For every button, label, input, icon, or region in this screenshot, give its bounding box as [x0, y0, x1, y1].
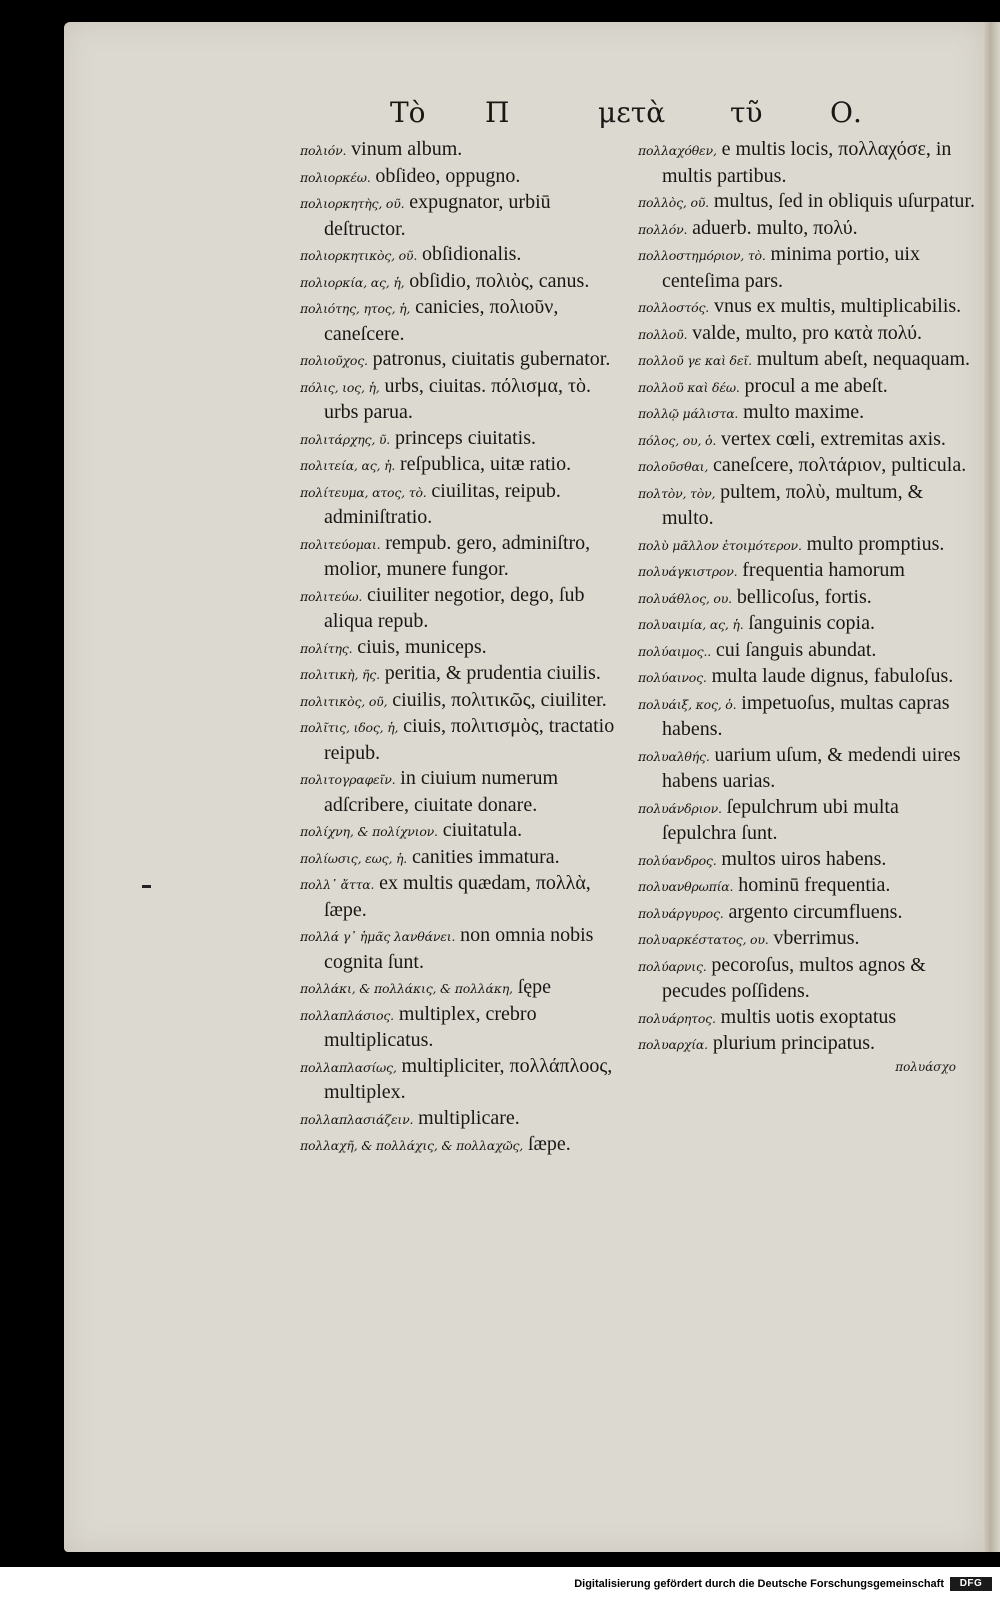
latin-gloss: plurium principatus. — [712, 1032, 876, 1054]
latin-gloss: peritia, & prudentia ciuilis. — [384, 662, 601, 684]
latin-gloss: ex multis quædam, πολλὰ, ſæpe. — [324, 872, 591, 921]
latin-gloss: multis uotis exoptatus — [720, 1005, 897, 1028]
dictionary-entry — [300, 269, 630, 296]
dictionary-entry — [638, 926, 978, 953]
latin-gloss: ſanguinis copia. — [748, 612, 875, 634]
dictionary-entry — [638, 347, 978, 374]
latin-gloss: uarium uſum, & medendi uires habens uarias. — [662, 743, 961, 792]
greek-headword: πολυαρχία. — [638, 1037, 708, 1052]
dictionary-entry — [300, 688, 630, 715]
greek-headword: πολυαρκέστατος, ου. — [638, 932, 769, 947]
dictionary-entry — [300, 635, 630, 662]
greek-headword: πολλ᾽ ἄττα. — [300, 877, 375, 892]
dictionary-entry — [300, 871, 630, 923]
latin-gloss: multus, ſed in obliquis uſurpatur. — [713, 190, 975, 212]
catchword: πολυάσχο — [895, 1059, 956, 1074]
greek-headword: πολιορκέω. — [300, 169, 371, 185]
greek-headword: πολτὸν, τὸν, — [638, 485, 716, 501]
latin-gloss: cui ſanguis abundat. — [715, 638, 877, 661]
dictionary-entry — [638, 691, 978, 743]
latin-gloss: bellicoſus, fortis. — [736, 585, 872, 608]
margin-mark — [142, 885, 151, 888]
latin-gloss: canities immatura. — [411, 845, 560, 868]
latin-gloss: princeps ciuitatis. — [394, 426, 537, 449]
dictionary-entry — [638, 664, 978, 691]
greek-headword: πολίτης. — [300, 640, 353, 656]
greek-headword: πολλά γ᾽ ἡμᾶς λανθάνει. — [300, 929, 456, 944]
greek-headword: πολλόν. — [638, 221, 688, 237]
greek-headword: πολιοῦχος. — [300, 353, 368, 368]
greek-headword: πολλῷ μάλιστα. — [638, 406, 739, 421]
running-head-word-2: Π — [485, 96, 510, 129]
greek-headword: πολλάκι, & πολλάκις, & πολλάκη, — [300, 981, 513, 996]
greek-headword: πολλοῦ. — [638, 326, 688, 342]
latin-gloss: pultem, πολὺ, multum, & multo. — [662, 480, 924, 529]
greek-headword: πολίχνη, & πολίχνιον. — [300, 824, 438, 839]
greek-headword: πολῖτις, ιδος, ἡ, — [300, 720, 399, 735]
greek-headword: πολλοῦ γε καὶ δεῖ. — [638, 353, 752, 368]
greek-headword: πολύαινος. — [638, 670, 707, 685]
greek-headword: πολιορκία, ας, ἡ, — [300, 274, 405, 290]
latin-gloss: hominū frequentia. — [738, 874, 891, 896]
latin-gloss: procul a me abeſt. — [744, 374, 888, 397]
greek-headword: πολιτεία, ας, ἡ. — [300, 458, 396, 473]
dictionary-entry — [300, 583, 630, 635]
dictionary-entry — [300, 1002, 630, 1054]
greek-headword: πολλοστημόριον, τὸ. — [638, 248, 766, 263]
latin-gloss: argento circumfluens. — [728, 900, 903, 923]
greek-headword: πολυάθλος, ου. — [638, 590, 732, 606]
latin-gloss: ciuilitas, reipub. adminiſtratio. — [324, 479, 561, 528]
greek-headword: πολιορκητὴς, οῦ. — [300, 196, 405, 211]
dictionary-entry — [638, 585, 978, 612]
dictionary-entry — [300, 452, 630, 479]
page-edge — [984, 22, 1000, 1552]
greek-headword: πολιτικὴ, ῆς. — [300, 667, 380, 682]
greek-headword: πόλις, ιος, ἡ, — [300, 379, 380, 395]
greek-headword: πολιτάρχης, ῦ. — [300, 431, 391, 447]
latin-gloss: multo promptius. — [806, 532, 945, 555]
dictionary-entry — [300, 190, 630, 242]
latin-gloss: multos uiros habens. — [721, 847, 887, 870]
dictionary-entry — [638, 374, 978, 401]
greek-headword: πολλαχῆ, & πολλάχις, & πολλαχῶς, — [300, 1138, 524, 1153]
dictionary-entry — [638, 242, 978, 294]
dfg-logo: DFG — [950, 1577, 992, 1591]
greek-headword: πολλοῦ καὶ δέω. — [638, 379, 740, 395]
dictionary-entry — [300, 242, 630, 269]
dictionary-entry — [300, 426, 630, 453]
greek-headword: πολυάγκιστρον. — [638, 564, 738, 579]
greek-headword: πολοῦσθαι, — [638, 459, 709, 474]
dictionary-entry — [300, 923, 630, 975]
running-head-word-1: Τὸ — [390, 96, 426, 129]
dictionary-entry — [638, 611, 978, 638]
greek-headword: πολλαπλασίως, — [300, 1059, 397, 1075]
dictionary-entry — [300, 661, 630, 688]
dictionary-entry — [638, 1005, 978, 1032]
latin-gloss: non omnia nobis cognita ſunt. — [324, 924, 594, 973]
dictionary-entry — [638, 453, 978, 480]
dictionary-entry — [638, 480, 978, 532]
dictionary-entry — [638, 294, 978, 321]
latin-gloss: pecoroſus, multos agnos & pecudes poſſidens. — [662, 953, 926, 1002]
latin-gloss: multum abeſt, nequaquam. — [756, 348, 971, 370]
greek-headword: πολλὸς, οῦ. — [638, 195, 709, 210]
latin-gloss: multipliciter, πολλάπλοος, multiplex. — [324, 1054, 613, 1103]
latin-gloss: frequentia hamorum — [742, 559, 905, 581]
dictionary-entry — [638, 953, 978, 1005]
greek-headword: πολλαπλάσιος. — [300, 1007, 394, 1023]
greek-headword: πολιτικὸς, οῦ, — [300, 693, 388, 709]
latin-gloss: canicies, πολιοῦν, caneſcere. — [324, 296, 559, 345]
dictionary-entry — [638, 795, 978, 847]
latin-gloss: ciuilis, πολιτικῶς, ciuiliter. — [392, 688, 607, 711]
dictionary-entry — [638, 532, 978, 559]
latin-gloss: e multis locis, πολλαχόσε, in multis partibus. — [662, 138, 952, 187]
running-head-word-5: Ο. — [830, 96, 862, 129]
greek-headword: πολιτεύω. — [300, 588, 363, 604]
dictionary-entry — [300, 347, 630, 374]
dictionary-entry — [638, 743, 978, 795]
latin-gloss: vinum album. — [351, 138, 463, 160]
greek-headword: πολλοστός. — [638, 300, 710, 315]
dictionary-entry — [638, 216, 978, 243]
dictionary-entry — [300, 766, 630, 818]
dictionary-entry — [300, 818, 630, 845]
dictionary-entry — [300, 714, 630, 766]
dictionary-entry — [638, 558, 978, 585]
latin-gloss: caneſcere, πολτάριον, pulticula. — [713, 454, 967, 476]
greek-headword: πολυάρητος. — [638, 1010, 716, 1026]
latin-gloss: vberrimus. — [773, 927, 860, 949]
greek-headword: πολίτευμα, ατος, τὸ. — [300, 484, 427, 500]
latin-gloss: patronus, ciuitatis gubernator. — [372, 348, 611, 370]
greek-headword: πολλαχόθεν, — [638, 143, 717, 158]
dictionary-entry — [300, 479, 630, 531]
dictionary-entry — [638, 873, 978, 900]
greek-headword: πολυανθρωπία. — [638, 879, 734, 894]
greek-headword: πολυαιμία, ας, ἡ. — [638, 617, 744, 632]
latin-gloss: obſidio, πολιὸς, canus. — [409, 269, 590, 292]
latin-gloss: ſepulchrum ubi multa ſepulchra ſunt. — [662, 795, 899, 844]
dictionary-entry — [638, 400, 978, 427]
greek-headword: πολυάιξ, κος, ὁ. — [638, 696, 737, 712]
footer-credit: Digitalisierung gefördert durch die Deutsche Forschungsgemeinschaft — [574, 1578, 944, 1590]
latin-gloss: minima portio, uix centeſima pars. — [662, 243, 920, 292]
dictionary-entry — [300, 1106, 630, 1133]
dictionary-entry — [300, 137, 630, 164]
left-column — [300, 137, 630, 1159]
latin-gloss: multiplicare. — [418, 1106, 520, 1129]
running-head-word-3: μετὰ — [598, 96, 666, 129]
latin-gloss: impetuoſus, multas capras habens. — [662, 691, 950, 740]
greek-headword: πόλος, ου, ὁ. — [638, 432, 717, 448]
dictionary-entry — [638, 847, 978, 874]
latin-gloss: ſępe — [517, 976, 552, 998]
dictionary-entry — [638, 1031, 978, 1058]
latin-gloss: reſpublica, uitæ ratio. — [400, 453, 572, 475]
dictionary-entry — [638, 427, 978, 454]
latin-gloss: urbs, ciuitas. πόλισμα, τὸ. urbs parua. — [324, 374, 592, 423]
dictionary-entry — [638, 638, 978, 665]
dictionary-entry — [300, 845, 630, 872]
dictionary-entry — [638, 189, 978, 216]
dictionary-entry — [300, 295, 630, 347]
latin-gloss: multiplex, crebro multiplicatus. — [324, 1002, 537, 1051]
dictionary-entry — [638, 900, 978, 927]
right-column — [638, 137, 978, 1074]
latin-gloss: valde, multo, pro κατὰ πολύ. — [692, 321, 923, 344]
latin-gloss: ciuitatula. — [442, 819, 523, 841]
latin-gloss: rempub. gero, adminiſtro, molior, munere fungor. — [324, 531, 591, 580]
running-head — [380, 96, 940, 136]
latin-gloss: obſideo, oppugno. — [375, 164, 521, 187]
dictionary-entry — [638, 321, 978, 348]
dictionary-entry — [638, 137, 978, 189]
footer-bar — [0, 1567, 1000, 1599]
greek-headword: πολιορκητικὸς, οῦ. — [300, 248, 418, 263]
greek-headword: πολύανδρος. — [638, 852, 717, 868]
greek-headword: πολίωσις, εως, ἡ. — [300, 850, 408, 866]
latin-gloss: ciuiliter negotior, dego, ſub aliqua repub. — [324, 583, 585, 632]
dictionary-entry — [300, 531, 630, 583]
greek-headword: πολύαρνις. — [638, 958, 707, 974]
greek-headword: πολιτεύομαι. — [300, 536, 381, 552]
latin-gloss: expugnator, urbiū deſtructor. — [324, 191, 551, 240]
greek-headword: πολιότης, ητος, ἡ, — [300, 301, 411, 316]
dictionary-entry — [300, 164, 630, 191]
greek-headword: πολὺ μᾶλλον ἑτοιμότερον. — [638, 537, 802, 553]
latin-gloss: ſæpe. — [527, 1133, 571, 1155]
greek-headword: πολιόν. — [300, 143, 347, 158]
greek-headword: πολυάργυρος. — [638, 905, 724, 921]
latin-gloss: aduerb. multo, πολύ. — [692, 216, 858, 239]
greek-headword: πολιτογραφεῖν. — [300, 772, 396, 787]
greek-headword: πολυάνδριον. — [638, 800, 722, 816]
latin-gloss: ciuis, municeps. — [357, 635, 487, 658]
dictionary-entry — [300, 975, 630, 1002]
greek-headword: πολύαιμος.. — [638, 643, 712, 659]
latin-gloss: ciuis, πολιτισμὸς, tractatio reipub. — [324, 715, 615, 764]
dictionary-entry — [300, 1132, 630, 1159]
latin-gloss: obſidionalis. — [421, 243, 522, 265]
greek-headword: πολλαπλασιάζειν. — [300, 1111, 414, 1127]
latin-gloss: multa laude dignus, fabuloſus. — [711, 665, 954, 687]
latin-gloss: vertex cœli, extremitas axis. — [720, 427, 946, 450]
greek-headword: πολυαλθής. — [638, 748, 710, 764]
running-head-word-4: τῦ — [730, 96, 763, 129]
dictionary-entry — [300, 1054, 630, 1106]
latin-gloss: multo maxime. — [743, 401, 865, 423]
dictionary-entry — [300, 374, 630, 426]
latin-gloss: vnus ex multis, multiplicabilis. — [713, 295, 962, 317]
latin-gloss: in ciuium numerum adſcribere, ciuitate donare. — [324, 767, 559, 816]
